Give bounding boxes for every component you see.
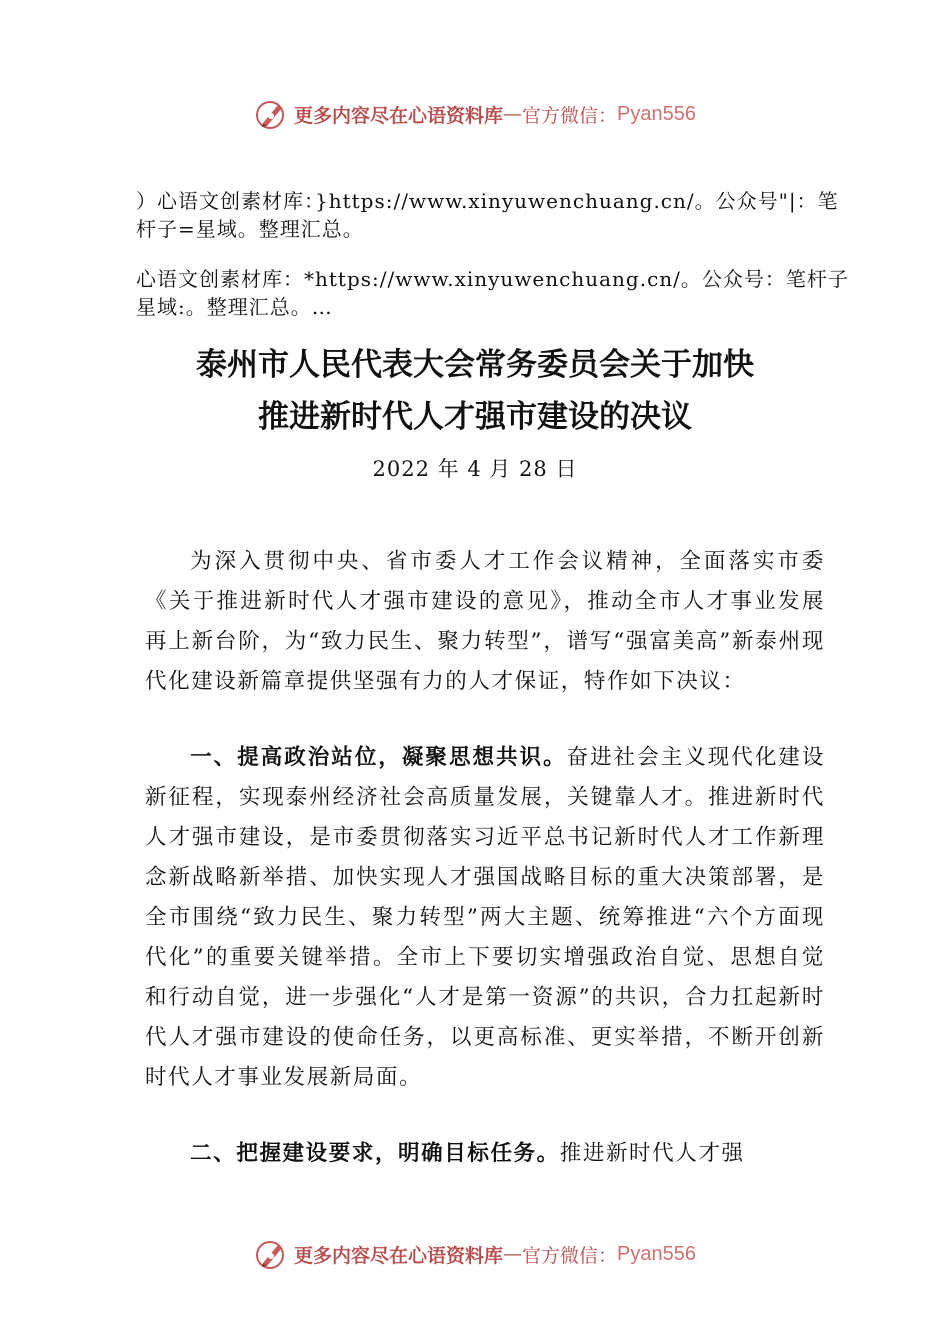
document-date: 2022 年 4 月 28 日: [372, 457, 578, 481]
footer-wechat-label: 官方微信：: [522, 1244, 618, 1267]
section-2-paragraph: [145, 1134, 825, 1174]
footer-banner: [0, 1234, 950, 1274]
section-2-body: 推进新时代人才强: [559, 1141, 745, 1166]
banner-wechat-id: Pyan556: [617, 102, 696, 125]
document-title-line-1: 泰州市人民代表大会常务委员会关于加快: [196, 347, 754, 383]
intro-paragraph: [145, 542, 825, 702]
header-banner: [0, 94, 950, 134]
section-1-heading: 一、提高政治站位，凝聚思想共识。: [190, 745, 567, 770]
pen-logo-icon: [254, 97, 288, 131]
footer-brand: 更多内容尽在心语资料库: [294, 1244, 504, 1267]
section-1-body: 奋进社会主义现代化建设新征程，实现泰州经济社会高质量发展，关键靠人才。推进新时代人才强市建设，是市委贯彻落实习近平总书记新时代人才工作新理念新战略新举措、加快实现人才强国战略目标的重大决策部署，是全市围绕“致力民生、聚力转型”两大主题、统筹推进“六个方面现代化”的重要关键举措。全市上下要切实增强政治自觉、思想自觉和行动自觉，进一步强化“人才是第一资源”的共识，合力扛起新时代人才强市建设的使命任务，以更高标准、更实举措，不断开创新时代人才事业发展新局面。: [145, 745, 825, 1090]
source-note-2: 心语文创素材库：*https://www.xinyuwenchuang.cn/。公众号：笔杆子星域:。整理汇总。…: [136, 267, 849, 319]
section-2-heading: 二、把握建设要求，明确目标任务。: [190, 1141, 560, 1166]
intro-text: 为深入贯彻中央、省市委人才工作会议精神，全面落实市委《关于推进新时代人才强市建设的意见》，推动全市人才事业发展再上新台阶，为“致力民生、聚力转型”，谱写“强富美高”新泰州现代化建设新篇章提供坚强有力的人才保证，特作如下决议：: [145, 549, 825, 694]
footer-separator: —: [503, 1243, 523, 1265]
banner-wechat-label: 官方微信：: [522, 104, 618, 127]
banner-separator: —: [503, 103, 523, 125]
footer-wechat-id: Pyan556: [617, 1242, 696, 1265]
banner-brand: 更多内容尽在心语资料库: [294, 104, 504, 127]
pen-logo-icon: [254, 1237, 288, 1271]
section-1-paragraph: [145, 738, 825, 1098]
document-title-line-2: 推进新时代人才强市建设的决议: [258, 399, 692, 435]
source-note-1: ）心语文创素材库：}https://www.xinyuwenchuang.cn/。公众号"|：笔杆子=星域。整理汇总。: [136, 189, 839, 241]
